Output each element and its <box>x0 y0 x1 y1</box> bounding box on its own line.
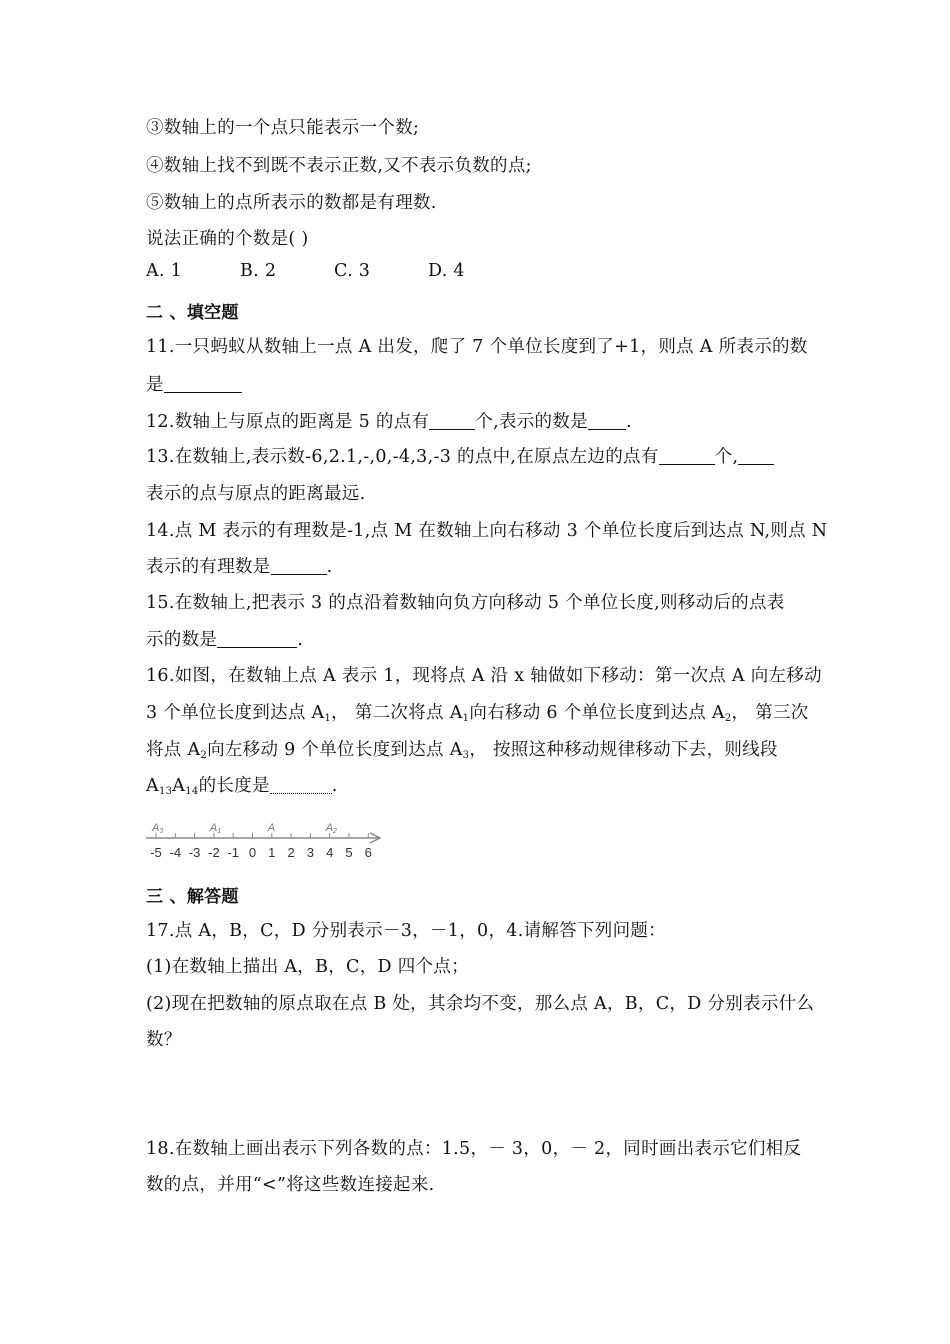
q16-text: ， 按照这种移动规律移动下去，则线段 <box>469 740 778 760</box>
q13-blank-1[interactable] <box>659 446 715 465</box>
q14-blank[interactable] <box>271 556 327 575</box>
q16-text: 向右移动 6 个单位长度到达点 A <box>469 703 725 723</box>
q16-blank[interactable] <box>270 775 332 794</box>
point-label: A2 <box>325 822 337 835</box>
section-fill-in-heading: 二 、填空题 <box>146 303 239 323</box>
subscript: 1 <box>462 713 470 724</box>
q11-line-2 <box>146 371 242 396</box>
q17-line-4: 数？ <box>146 1030 182 1050</box>
point-label: A1 <box>209 822 222 835</box>
q13-text-2: 个, <box>714 447 739 467</box>
q15-text-1: 示的数是 <box>146 630 218 650</box>
q14-text-1: 表示的有理数是 <box>146 557 271 577</box>
q16-text: 向左移动 9 个单位长度到达点 A <box>207 740 463 760</box>
statement-3: ③数轴上的一个点只能表示一个数; <box>146 118 420 138</box>
q16-text: . <box>331 776 338 796</box>
tick-label: -2 <box>208 845 220 860</box>
q16-line-1: 16.如图，在数轴上点 A 表示 1，现将点 A 沿 x 轴做如下移动：第一次点 A 向左移动 <box>146 666 822 686</box>
q12-line <box>146 408 632 433</box>
point-label-group <box>151 822 337 835</box>
q16-line-3 <box>146 736 778 761</box>
tick-label: 3 <box>306 845 315 860</box>
q13-line-2: 表示的点与原点的距离最远. <box>146 484 366 504</box>
number-line-figure <box>144 818 394 864</box>
q14-text-2: . <box>326 557 333 577</box>
q14-line-1: 14.点 M 表示的有理数是-1,点 M 在数轴上向右移动 3 个单位长度后到达点 N,则点 N <box>146 521 828 541</box>
q16-line-4 <box>146 772 338 797</box>
q12-blank-2[interactable] <box>588 411 626 430</box>
q15-line-2 <box>146 626 303 651</box>
tick-label: 6 <box>364 845 372 860</box>
q16-text: A <box>172 776 186 796</box>
q16-text: 将点 A <box>146 740 201 760</box>
q15-blank[interactable] <box>217 629 297 648</box>
q12-text-1: 12.数轴上与原点的距离是 5 的点有 <box>146 412 430 432</box>
q12-text-3: . <box>625 412 632 432</box>
q16-text: ， 第二次将点 A <box>331 703 463 723</box>
tick-label: -3 <box>188 845 201 860</box>
q17-line-2: (1)在数轴上描出 A，B，C，D 四个点； <box>146 957 469 977</box>
q16-text: 3 个单位长度到达点 A <box>146 703 325 723</box>
q13-text-1: 13.在数轴上,表示数-6,2.1,-,0,-4,3,-3 的点中,在原点左边的点有 <box>146 447 659 467</box>
point-label: A3 <box>152 822 164 835</box>
q14-line-2 <box>146 553 332 578</box>
q11-text: 是 <box>146 375 164 395</box>
q16-text: A <box>146 776 159 796</box>
subscript: 1 <box>324 713 332 724</box>
q15-line-1: 15.在数轴上,把表示 3 的点沿着数轴向负方向移动 5 个单位长度,则移动后的点表 <box>146 593 785 613</box>
option-d: D. 4 <box>428 261 465 281</box>
section-answer-heading: 三 、解答题 <box>146 887 239 907</box>
tick-label: 1 <box>268 845 276 860</box>
q13-line-1 <box>146 443 774 468</box>
tick-label: -1 <box>227 845 239 860</box>
q11-line-1: 11.一只蚂蚁从数轴上一点 A 出发，爬了 7 个单位长度到了+1，则点 A 所表示的数 <box>146 337 808 357</box>
q18-line-1: 18.在数轴上画出表示下列各数的点：1.5，－ 3，0，－ 2，同时画出表示它们相反 <box>146 1139 802 1159</box>
subscript: 2 <box>724 713 732 724</box>
q17-line-3: (2)现在把数轴的原点取在点 B 处，其余均不变，那么点 A，B，C，D 分别表示什么 <box>146 994 815 1014</box>
q12-blank-1[interactable] <box>429 411 475 430</box>
q18-line-2: 数的点，并用“<”将这些数连接起来. <box>146 1175 435 1195</box>
subscript: 3 <box>462 750 470 761</box>
tick-label: 2 <box>287 845 295 860</box>
q11-blank[interactable] <box>164 374 242 393</box>
tick-label: -5 <box>150 845 162 860</box>
option-a: A. 1 <box>146 261 183 281</box>
tick-group <box>150 833 372 860</box>
statement-4: ④数轴上找不到既不表示正数,又不表示负数的点; <box>146 156 532 176</box>
q13-blank-2[interactable] <box>738 446 774 465</box>
statement-5: ⑤数轴上的点所表示的数都是有理数. <box>146 193 437 213</box>
tick-label: -4 <box>169 845 182 860</box>
q12-text-2: 个,表示的数是 <box>475 412 588 432</box>
q16-text: 的长度是 <box>198 776 270 796</box>
point-label: A <box>267 822 276 834</box>
tick-label: 5 <box>345 845 353 860</box>
subscript: 14 <box>185 786 199 797</box>
tick-label: 4 <box>326 845 334 860</box>
subscript: 2 <box>200 750 208 761</box>
question-count: 说法正确的个数是( ) <box>146 229 309 249</box>
tick-label: 0 <box>248 845 257 860</box>
q16-text: ， 第三次 <box>731 703 809 723</box>
option-c: C. 3 <box>334 261 371 281</box>
q15-text-2: . <box>297 630 304 650</box>
q17-line-1: 17.点 A，B，C，D 分别表示－3，－1，0，4.请解答下列问题： <box>146 921 666 941</box>
subscript: 13 <box>158 786 173 797</box>
q16-line-2 <box>146 699 809 724</box>
options-row <box>146 261 522 281</box>
option-b: B. 2 <box>240 261 277 281</box>
